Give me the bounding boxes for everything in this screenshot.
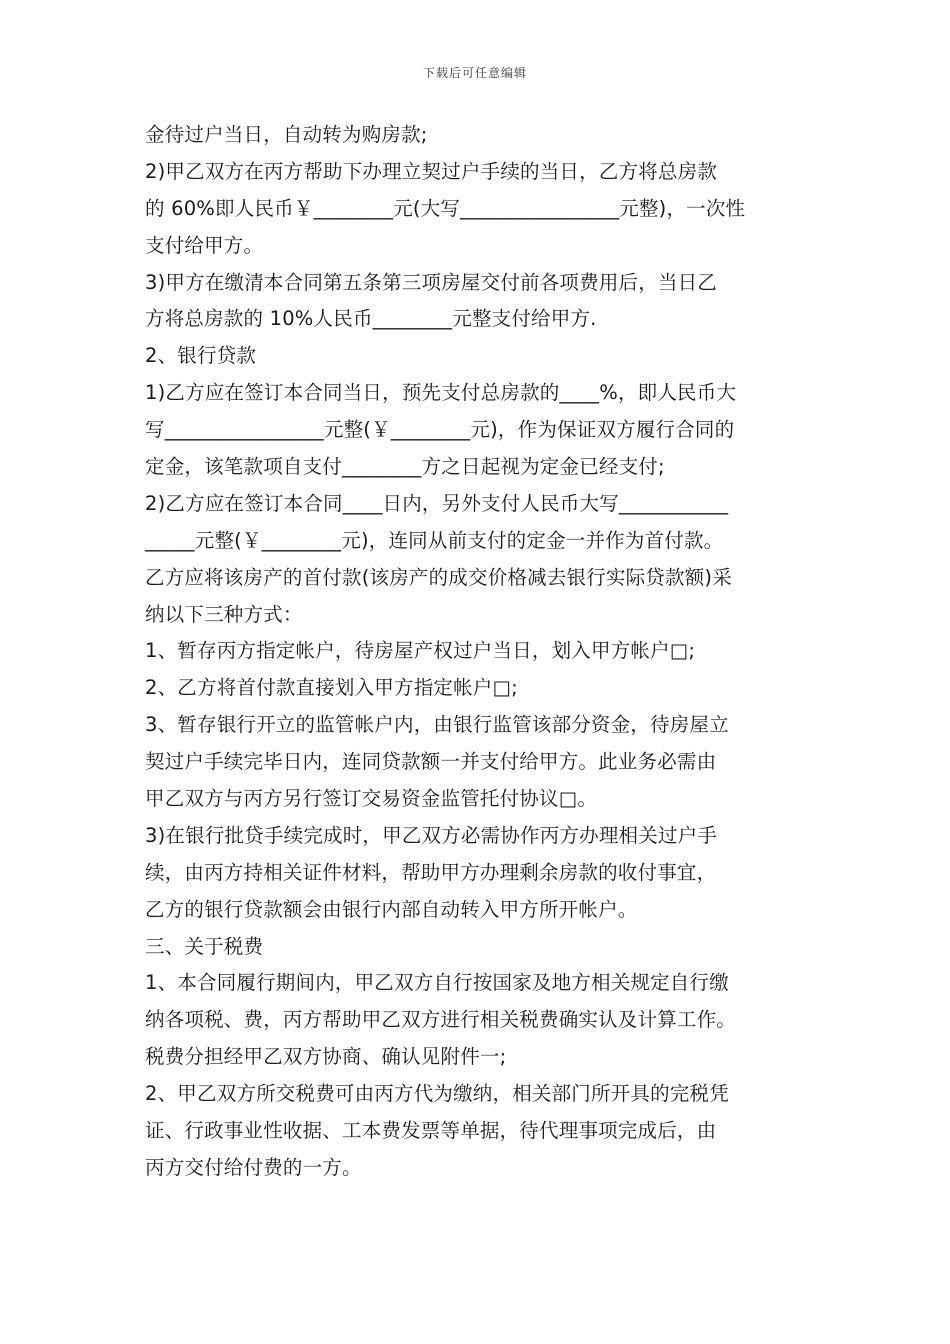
document-text-line: 1、本合同履行期间内，甲乙双方自行按国家及地方相关规定自行缴 [145,971,729,995]
document-text-line: 纳以下三种方式： [145,602,303,626]
document-text-line: 定金，该笔款项自支付________方之日起视为定金已经支付; [145,455,665,479]
document-text-line: 3、暂存银行开立的监管帐户内，由银行监管该部分资金，待房屋立 [145,713,729,737]
document-text-line: 2、银行贷款 [145,344,257,368]
document-text-line: 三、关于税费 [145,934,264,958]
document-text-line: 金待过户当日，自动转为购房款; [145,123,428,146]
document-text-line: 3)在银行批贷手续完成时，甲乙双方必需协作丙方办理相关过户手 [145,823,718,847]
document-text-line: 方将总房款的 10%人民币________元整支付给甲方. [145,307,597,331]
document-text-line: 2)甲乙双方在丙方帮助下办理立契过户手续的当日，乙方将总房款 [145,159,718,183]
document-text-line: 丙方交付给付费的一方。 [145,1155,362,1179]
document-text-line: 证、行政事业性收据、工本费发票等单据，待代理事项完成后，由 [145,1119,717,1143]
document-text-line: 续，由丙方持相关证件材料，帮助甲方办理剩余房款的收付事宜， [145,860,717,884]
document-text-line: 支付给甲方。 [145,233,264,257]
document-text-line: 契过户手续完毕日内，连同贷款额一并支付给甲方。此业务必需由 [145,750,717,774]
document-text-line: 2、甲乙双方所交税费可由丙方代为缴纳，相关部门所开具的完税凭 [145,1082,729,1106]
document-text-line: 纳各项税、费，丙方帮助甲乙双方进行相关税费确实认及计算工作。 [145,1008,737,1032]
document-text-line: 1)乙方应在签订本合同当日，预先支付总房款的____%，即人民币大 [145,381,737,405]
document-text-line: 甲乙双方与丙方另行签订交易资金监管托付协议□。 [145,787,598,811]
document-text-line: 1、暂存丙方指定帐户，待房屋产权过户当日，划入甲方帐户□; [145,639,696,663]
document-text-line: 税费分担经甲乙双方协商、确认见附件一; [145,1045,507,1069]
document-text-line: 2)乙方应在签订本合同____日内，另外支付人民币大写___________ [145,491,729,515]
document-text-line: 3)甲方在缴清本合同第五条第三项房屋交付前各项费用后，当日乙 [145,270,718,294]
document-body [145,117,810,1187]
page-header-note: 下载后可任意编辑 [422,66,527,80]
document-text-line: 的 60%即人民币￥________元(大写________________元整)，一次性 [145,196,746,220]
document-text-line: _____元整(￥________元)，连同从前支付的定金一并作为首付款。 [145,528,724,552]
document-text-line: 2、乙方将首付款直接划入甲方指定帐户□; [145,676,518,700]
document-text-line: 乙方的银行贷款额会由银行内部自动转入甲方所开帐户。 [145,897,638,921]
document-text-line: 写________________元整(￥________元)，作为保证双方履行合同的 [145,418,735,442]
document-text-line: 乙方应将该房产的首付款(该房产的成交价格减去银行实际贷款额)采 [145,565,732,589]
